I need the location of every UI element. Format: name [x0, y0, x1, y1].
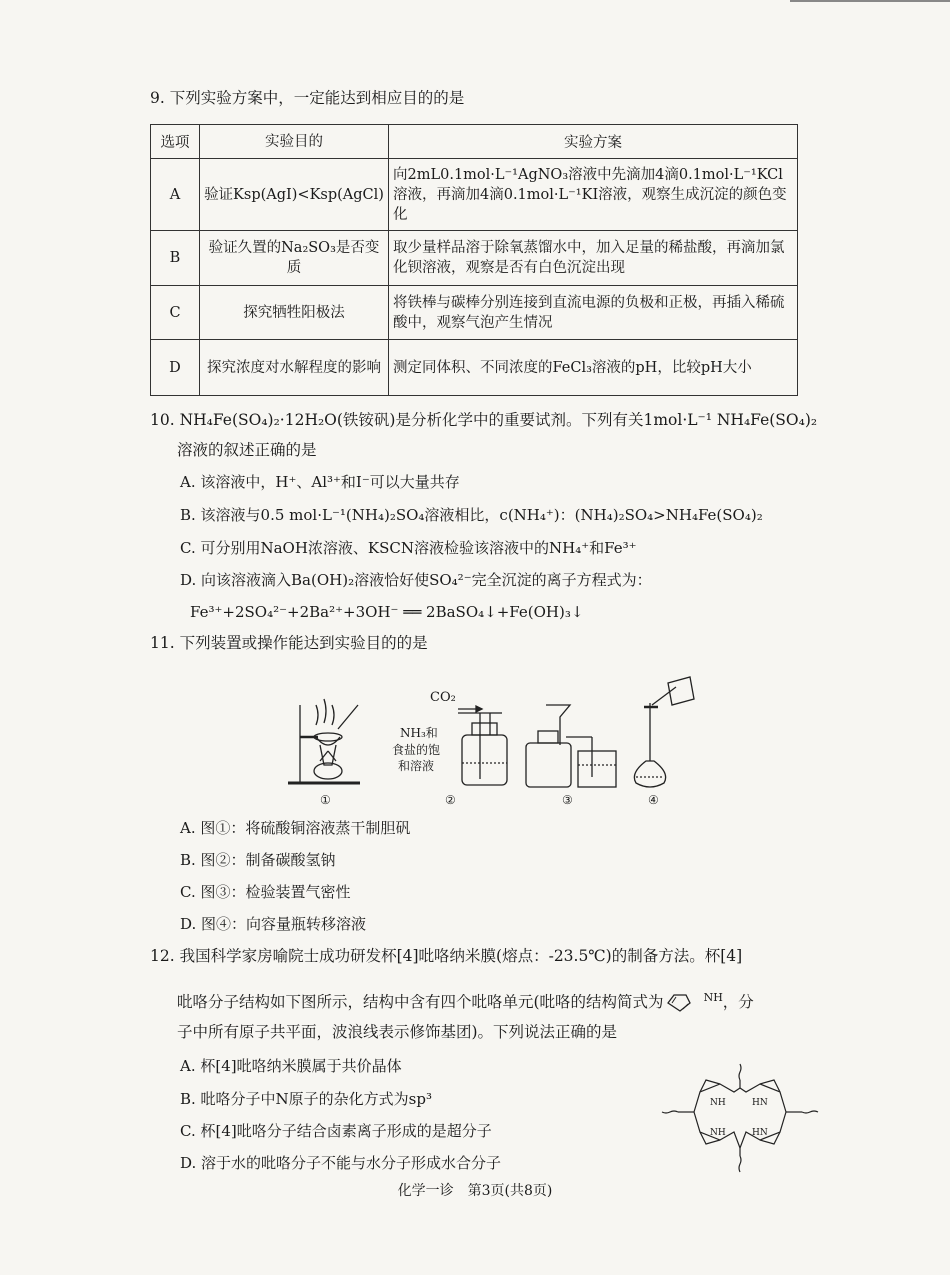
solution-label-1: NH₃和 — [400, 726, 438, 740]
q12-option-c: C. 杯[4]吡咯分子结合卤素离子形成的是超分子 — [180, 1122, 492, 1140]
row-plan: 将铁棒与碳棒分别连接到直流电源的负极和正极，再插入稀硫酸中，观察气泡产生情况 — [389, 286, 798, 340]
row-option: B — [151, 231, 200, 286]
row-plan: 取少量样品溶于除氧蒸馏水中，加入足量的稀盐酸，再滴加氯化钡溶液，观察是否有白色沉淀出现 — [389, 231, 798, 286]
evaporation-setup-icon — [288, 699, 360, 783]
q10-option-b: B. 该溶液与0.5 mol·L⁻¹(NH₄)₂SO₄溶液相比，c(NH₄⁺)：(NH₄)₂SO₄>NH₄Fe(SO₄)₂ — [180, 506, 763, 524]
q12-option-b: B. 吡咯分子中N原子的杂化方式为sp³ — [180, 1090, 432, 1108]
q11-apparatus-figures — [280, 665, 700, 815]
q10-stem-cont: 溶液的叙述正确的是 — [177, 441, 317, 459]
airtightness-setup-icon — [526, 705, 616, 787]
q12-option-d: D. 溶于水的吡咯分子不能与水分子形成水合分子 — [180, 1154, 502, 1172]
solution-label-3: 和溶液 — [398, 759, 435, 773]
page-footer: 化学一诊 第3页(共8页) — [397, 1183, 553, 1199]
apparatus-diagram — [280, 665, 700, 815]
q12-stem-line3: 子中所有原子共平面，波浪线表示修饰基团)。下列说法正确的是 — [177, 1023, 618, 1041]
row-plan: 向2mL0.1mol·L⁻¹AgNO₃溶液中先滴加4滴0.1mol·L⁻¹KCl溶液，再滴加4滴0.1mol·L⁻¹KI溶液，观察生成沉淀的颜色变化 — [389, 159, 798, 231]
row-plan: 测定同体积、不同浓度的FeCl₃溶液的pH，比较pH大小 — [389, 340, 798, 396]
co2-label: CO₂ — [430, 690, 456, 705]
row-option: D — [151, 340, 200, 396]
fig-label-3: ③ — [562, 793, 573, 807]
struct-label-nh-1: NH — [710, 1098, 726, 1108]
table-row — [151, 286, 798, 340]
calix-pyrrole-diagram — [660, 1062, 820, 1174]
q10-option-c: C. 可分别用NaOH浓溶液、KSCN溶液检验该溶液中的NH₄⁺和Fe³⁺ — [180, 539, 637, 557]
nh-label: NH — [703, 991, 723, 1004]
fig-label-1: ① — [320, 793, 331, 807]
table-row — [151, 340, 798, 396]
calix-pyrrole-structure — [660, 1062, 820, 1174]
pyrrole-ring-icon — [664, 992, 704, 1014]
fig-label-4: ④ — [648, 793, 659, 807]
page-edge-line — [790, 0, 950, 2]
solution-label-2: 食盐的饱 — [392, 743, 441, 757]
q10-stem: 10. NH₄Fe(SO₄)₂·12H₂O(铁铵矾)是分析化学中的重要试剂。下列有关1mol·L⁻¹ NH₄Fe(SO₄)₂ — [150, 411, 818, 429]
struct-label-hn-2: HN — [752, 1128, 768, 1138]
header-aim: 实验目的 — [200, 125, 389, 159]
header-plan: 实验方案 — [389, 125, 798, 159]
struct-label-hn-1: HN — [752, 1098, 768, 1108]
q12-stem-part-a: 吡咯分子结构如下图所示，结构中含有四个吡咯单元(吡咯的结构简式为 — [177, 993, 664, 1012]
header-option: 选项 — [151, 125, 200, 159]
q9-table — [150, 124, 798, 396]
q11-option-a: A. 图①：将硫酸铜溶液蒸干制胆矾 — [180, 819, 411, 837]
q12-stem-part-b: ，分 — [722, 993, 754, 1012]
q10-equation: Fe³⁺+2SO₄²⁻+2Ba²⁺+3OH⁻ ══ 2BaSO₄↓+Fe(OH)₃↓ — [190, 603, 584, 621]
volumetric-flask-icon — [634, 677, 694, 787]
q12-stem-line2 — [177, 988, 754, 1014]
q10-option-a: A. 该溶液中，H⁺、Al³⁺和I⁻可以大量共存 — [180, 473, 460, 491]
q12-stem: 12. 我国科学家房喻院士成功研发杯[4]吡咯纳米膜(熔点：-23.5℃)的制备方法。杯[4] — [150, 947, 743, 965]
q11-stem: 11. 下列装置或操作能达到实验目的的是 — [150, 634, 428, 652]
struct-label-nh-2: NH — [710, 1128, 726, 1138]
q11-option-d: D. 图④：向容量瓶转移溶液 — [180, 915, 367, 933]
row-aim: 探究牺牲阳极法 — [200, 286, 389, 340]
row-aim: 验证Ksp(AgI)<Ksp(AgCl) — [200, 159, 389, 231]
row-option: C — [151, 286, 200, 340]
fig-label-2: ② — [445, 793, 456, 807]
q10-option-d: D. 向该溶液滴入Ba(OH)₂溶液恰好使SO₄²⁻完全沉淀的离子方程式为： — [180, 571, 652, 589]
q12-option-a: A. 杯[4]吡咯纳米膜属于共价晶体 — [180, 1057, 402, 1075]
q11-option-b: B. 图②：制备碳酸氢钠 — [180, 851, 336, 869]
q9-title: 9. 下列实验方案中，一定能达到相应目的的是 — [150, 89, 465, 107]
gas-bottle-icon — [458, 706, 507, 785]
row-aim: 验证久置的Na₂SO₃是否变质 — [200, 231, 389, 286]
q11-option-c: C. 图③：检验装置气密性 — [180, 883, 351, 901]
table-row — [151, 159, 798, 231]
row-option: A — [151, 159, 200, 231]
table-row — [151, 231, 798, 286]
row-aim: 探究浓度对水解程度的影响 — [200, 340, 389, 396]
table-header-row — [151, 125, 798, 159]
